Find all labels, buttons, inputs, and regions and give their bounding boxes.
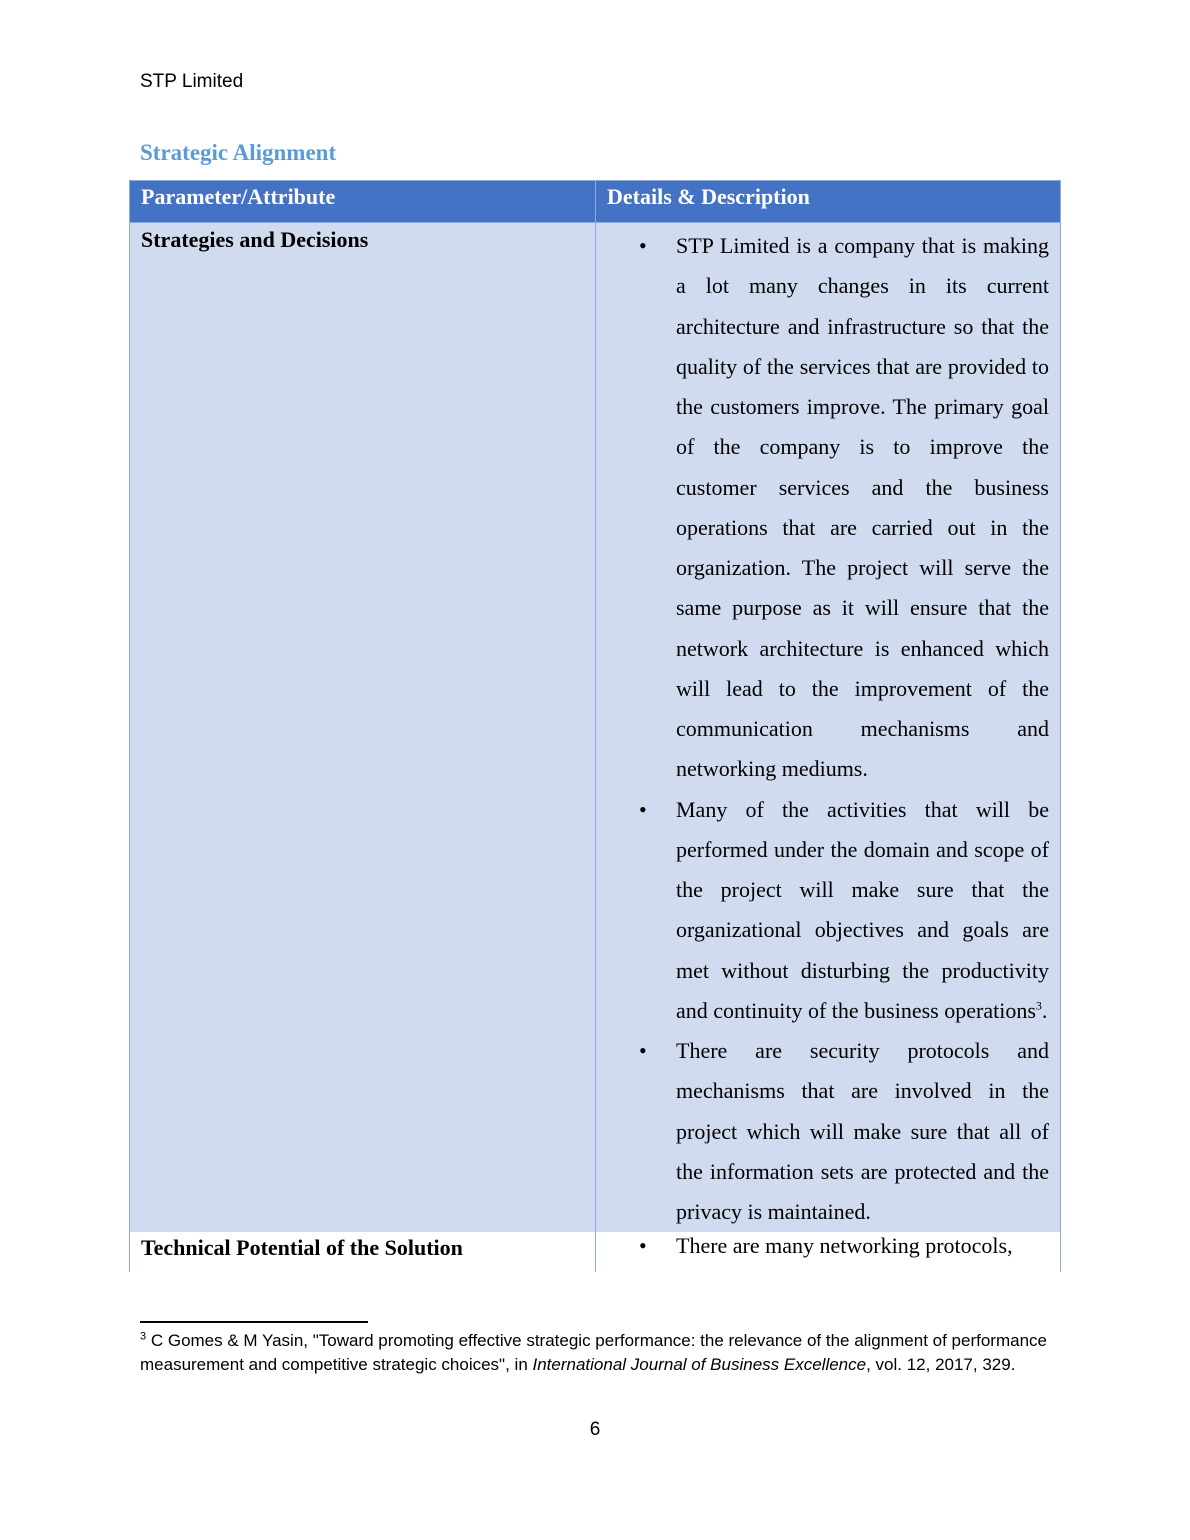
bullet-text: Many of the activities that will be performed under the domain and scope of the project will make sure that the organizational objectives and goals are met without disturbing the productivity and continuity of the business operations — [676, 796, 1049, 1023]
strategic-alignment-table — [129, 180, 1061, 1272]
column-header-parameter: Parameter/Attribute — [130, 181, 596, 223]
table-header-row — [130, 181, 1061, 223]
bullet-item — [596, 1232, 1049, 1260]
page-number: 6 — [589, 1419, 601, 1440]
bullet-item — [596, 790, 1049, 1032]
footnote — [140, 1329, 1052, 1377]
bullet-item — [596, 226, 1049, 790]
bullet-text: There are many networking protocols, — [676, 1233, 1013, 1259]
column-header-details: Details & Description — [596, 181, 1061, 223]
details-bullet-list — [596, 1232, 1049, 1260]
footnote-number: 3 — [140, 1330, 147, 1343]
parameter-cell: Technical Potential of the Solution — [130, 1232, 596, 1272]
bullet-tail: . — [1041, 997, 1048, 1023]
footnote-journal: International Journal of Business Excellence — [532, 1355, 867, 1374]
details-cell — [596, 223, 1061, 1233]
section-heading: Strategic Alignment — [140, 140, 337, 165]
details-bullet-list — [596, 226, 1049, 1232]
footnote-separator — [140, 1321, 368, 1323]
table-row — [130, 223, 1061, 1233]
parameter-cell: Strategies and Decisions — [130, 223, 596, 1233]
footnote-text-end: , vol. 12, 2017, 329. — [866, 1355, 1016, 1374]
running-header: STP Limited — [140, 71, 244, 92]
footnote-reference[interactable]: 3 — [1035, 998, 1042, 1013]
table-row — [130, 1232, 1061, 1272]
footnote-text: C Gomes & M Yasin, "Toward promoting effective strategic performance: the relevance of the alignment of performance measurement and competitive strategic choices", in — [140, 1331, 1047, 1374]
bullet-text: There are security protocols and mechanisms that are involved in the project which will make sure that all of the information sets are protected and the privacy is maintained. — [676, 1038, 1049, 1224]
details-cell — [596, 1232, 1061, 1272]
bullet-item — [596, 1031, 1049, 1232]
bullet-text: STP Limited is a company that is making a lot many changes in its current architecture and infrastructure so that the quality of the services that are provided to the customers improve. The primary goal of the company is to improve the customer services and the business operations that are carried out in the organization. The project will serve the same purpose as it will ensure that the network architecture is enhanced which will lead to the improvement of the communication mechanisms and networking mediums. — [676, 233, 1049, 782]
